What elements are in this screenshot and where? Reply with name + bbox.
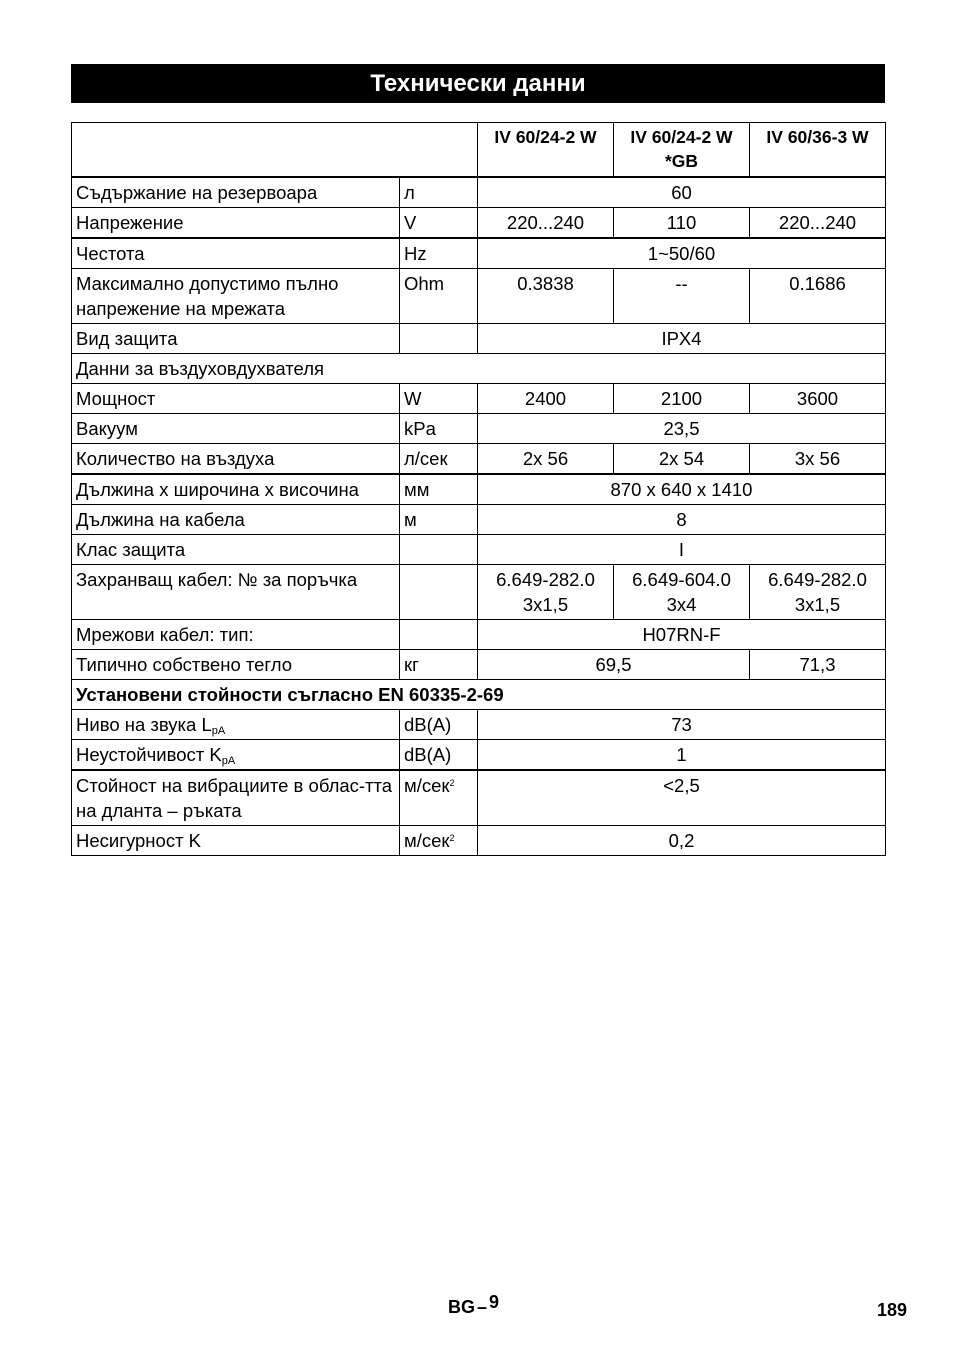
row-unit: kPa xyxy=(400,413,478,443)
row-label: Несигурност K xyxy=(72,825,400,855)
row-unit-superscript: 2 xyxy=(449,777,455,788)
row-label: Честота xyxy=(72,238,400,269)
row-unit xyxy=(400,323,478,353)
row-label: Съдържание на резервоара xyxy=(72,177,400,208)
row-unit xyxy=(400,564,478,619)
row-label-text: Неустойчивост K xyxy=(76,743,222,765)
table-row xyxy=(72,238,886,269)
row-label xyxy=(72,709,400,739)
row-value: 2x 56 xyxy=(478,443,614,474)
row-unit: Hz xyxy=(400,238,478,269)
row-value: <2,5 xyxy=(478,770,886,826)
row-value: 23,5 xyxy=(478,413,886,443)
table-row xyxy=(72,825,886,855)
table-row xyxy=(72,534,886,564)
row-unit: кг xyxy=(400,649,478,679)
row-label: Захранващ кабел: № за поръчка xyxy=(72,564,400,619)
row-label-text: Ниво на звука L xyxy=(76,713,212,735)
row-value: 870 x 640 x 1410 xyxy=(478,474,886,505)
row-label: Максимално допустимо пълно напрежение на мрежата xyxy=(72,268,400,323)
row-value: 110 xyxy=(614,207,750,238)
row-unit-text: м/сек xyxy=(404,774,450,796)
cable-part-number: 6.649-282.0 xyxy=(496,568,595,590)
row-unit xyxy=(400,534,478,564)
row-label: Вакуум xyxy=(72,413,400,443)
cable-part-number: 6.649-604.0 xyxy=(632,568,731,590)
row-label: Типично собствено тегло xyxy=(72,649,400,679)
table-row xyxy=(72,383,886,413)
table-header-row xyxy=(72,123,886,177)
row-value: 2100 xyxy=(614,383,750,413)
model-header: IV 60/36-3 W xyxy=(750,123,886,177)
row-unit xyxy=(400,770,478,826)
row-label: Мрежови кабел: тип: xyxy=(72,619,400,649)
row-value: 60 xyxy=(478,177,886,208)
row-value: 0.3838 xyxy=(478,268,614,323)
row-label-subscript: pA xyxy=(211,724,226,737)
footer-dash: – xyxy=(477,1297,488,1317)
row-label: Мощност xyxy=(72,383,400,413)
table-row xyxy=(72,207,886,238)
page-title-text: Технически данни xyxy=(370,69,586,97)
table-row xyxy=(72,177,886,208)
row-label-subscript: pA xyxy=(221,754,236,767)
page-number: 189 xyxy=(877,1300,908,1320)
model-header: IV 60/24-2 W *GB xyxy=(614,123,750,177)
table-row xyxy=(72,564,886,619)
row-value: 2400 xyxy=(478,383,614,413)
row-value xyxy=(478,564,614,619)
table-row xyxy=(72,739,886,770)
page-title xyxy=(71,64,885,103)
section-label: Установени стойности съгласно EN 60335-2-69 xyxy=(72,679,886,709)
row-label: Дължина на кабела xyxy=(72,504,400,534)
row-value: 3x 56 xyxy=(750,443,886,474)
cable-size: 3x4 xyxy=(666,593,697,615)
row-unit: W xyxy=(400,383,478,413)
row-unit-text: м/сек xyxy=(404,829,450,851)
row-value: 1~50/60 xyxy=(478,238,886,269)
footer-section-label xyxy=(448,1292,500,1318)
row-value: 69,5 xyxy=(478,649,750,679)
table-row xyxy=(72,474,886,505)
row-label: Напрежение xyxy=(72,207,400,238)
header-empty-cell xyxy=(72,123,478,177)
row-label: Дължина x широчина x височина xyxy=(72,474,400,505)
cable-size: 3x1,5 xyxy=(522,593,569,615)
row-unit: л xyxy=(400,177,478,208)
row-value xyxy=(750,564,886,619)
row-unit xyxy=(400,825,478,855)
row-value: 0.1686 xyxy=(750,268,886,323)
row-value: 1 xyxy=(478,739,886,770)
row-unit: dB(A) xyxy=(400,739,478,770)
row-unit: м xyxy=(400,504,478,534)
table-row xyxy=(72,323,886,353)
row-unit: dB(A) xyxy=(400,709,478,739)
row-value: 71,3 xyxy=(750,649,886,679)
row-value: I xyxy=(478,534,886,564)
row-unit: Ohm xyxy=(400,268,478,323)
table-row xyxy=(72,413,886,443)
section-row xyxy=(72,679,886,709)
row-value: -- xyxy=(614,268,750,323)
table-row xyxy=(72,443,886,474)
row-value: IPX4 xyxy=(478,323,886,353)
row-value xyxy=(614,564,750,619)
cable-part-number: 6.649-282.0 xyxy=(768,568,867,590)
table-row xyxy=(72,649,886,679)
section-row xyxy=(72,353,886,383)
row-value: 73 xyxy=(478,709,886,739)
row-value: 220...240 xyxy=(750,207,886,238)
row-unit: л/сек xyxy=(400,443,478,474)
footer-section-number: 9 xyxy=(489,1292,500,1312)
section-label: Данни за въздуховдухвателя xyxy=(72,353,886,383)
row-value: 3600 xyxy=(750,383,886,413)
technical-data-table xyxy=(71,122,886,856)
row-label: Вид защита xyxy=(72,323,400,353)
row-label: Количество на въздуха xyxy=(72,443,400,474)
row-unit: V xyxy=(400,207,478,238)
row-unit-superscript: 2 xyxy=(449,832,455,843)
table-row xyxy=(72,709,886,739)
row-value: 220...240 xyxy=(478,207,614,238)
table-row xyxy=(72,619,886,649)
table-row xyxy=(72,268,886,323)
table-row xyxy=(72,770,886,826)
table-row xyxy=(72,504,886,534)
row-unit: мм xyxy=(400,474,478,505)
row-label: Клас защита xyxy=(72,534,400,564)
footer-language: BG xyxy=(448,1297,475,1317)
row-label xyxy=(72,739,400,770)
cable-size: 3x1,5 xyxy=(794,593,841,615)
row-value: H07RN-F xyxy=(478,619,886,649)
row-value: 2x 54 xyxy=(614,443,750,474)
row-unit xyxy=(400,619,478,649)
row-value: 0,2 xyxy=(478,825,886,855)
model-header: IV 60/24-2 W xyxy=(478,123,614,177)
row-value: 8 xyxy=(478,504,886,534)
row-label: Стойност на вибрациите в облас-тта на дланта – ръката xyxy=(72,770,400,826)
